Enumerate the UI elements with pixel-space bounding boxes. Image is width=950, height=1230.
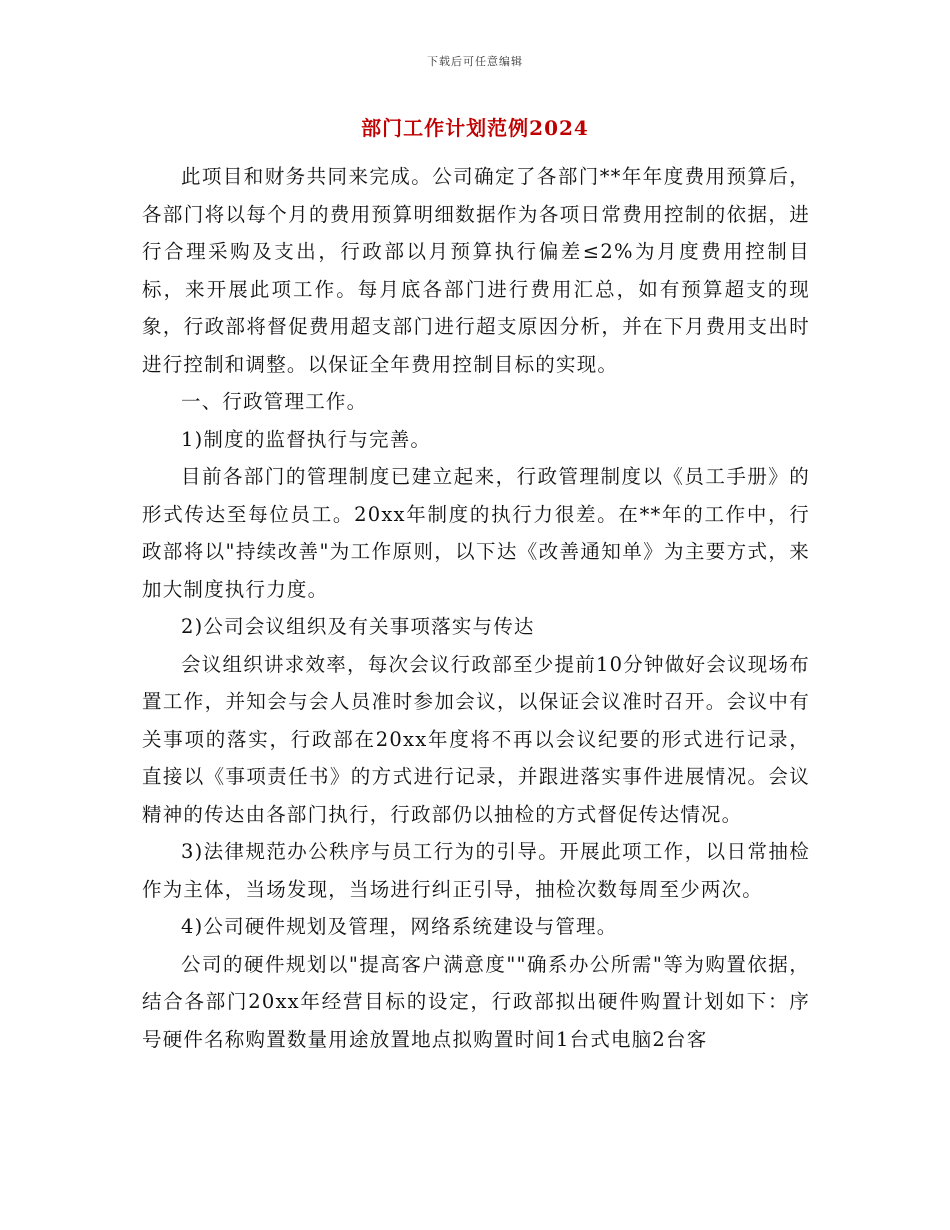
paragraph-office-order: 3)法律规范办公秩序与员工行为的引导。开展此项工作，以日常抽检作为主体，当场发现，当场进行纠正引导，抽检次数每周至少两次。 xyxy=(142,840,810,901)
subheading-hardware: 4)公司硬件规划及管理，网络系统建设与管理。 xyxy=(181,915,618,938)
paragraph-rules: 目前各部门的管理制度已建立起来，行政管理制度以《员工手册》的形式传达至每位员工。20xx年制度的执行力很差。在**年的工作中，行政部将以"持续改善"为工作原则，以下达《改善通知单》为主要方式，来加大制度执行力度。 xyxy=(142,465,810,601)
subheading-rules: 1)制度的监督执行与完善。 xyxy=(181,427,432,451)
paragraph-meetings: 会议组织讲求效率，每次会议行政部至少提前10分钟做好会议现场布置工作，并知会与会人员准时参加会议，以保证会议准时召开。会议中有关事项的落实，行政部在20xx年度将不再以会议纪要的形式进行记录，直接以《事项责任书》的方式进行记录，并跟进落实事件进展情况。会议精神的传达由各部门执行，行政部仍以抽检的方式督促传达情况。 xyxy=(142,652,810,826)
paragraph-budget-intro: 此项目和财务共同来完成。公司确定了各部门**年年度费用预算后，各部门将以每个月的费用预算明细数据作为各项日常费用控制的依据，进行合理采购及支出，行政部以月预算执行偏差≤2%为月度费用控制目标，来开展此项工作。每月底各部门进行费用汇总，如有预算超支的现象，行政部将督促费用超支部门进行超支原因分析，并在下月费用支出时进行控制和调整。以保证全年费用控制目标的实现。 xyxy=(142,165,810,376)
section-heading-admin: 一、行政管理工作。 xyxy=(181,390,368,413)
document-title: 部门工作计划范例2024 xyxy=(361,116,589,140)
document-body xyxy=(142,158,810,1058)
page-header: 下载后可任意编辑 xyxy=(427,55,523,68)
subheading-meetings: 2)公司会议组织及有关事项落实与传达 xyxy=(181,615,535,638)
paragraph-hardware: 公司的硬件规划以"提高客户满意度""确系办公所需"等为购置依据，结合各部门20xx年经营目标的设定，行政部拟出硬件购置计划如下：序号硬件名称购置数量用途放置地点拟购置时间1台式电脑2台客 xyxy=(142,952,810,1051)
